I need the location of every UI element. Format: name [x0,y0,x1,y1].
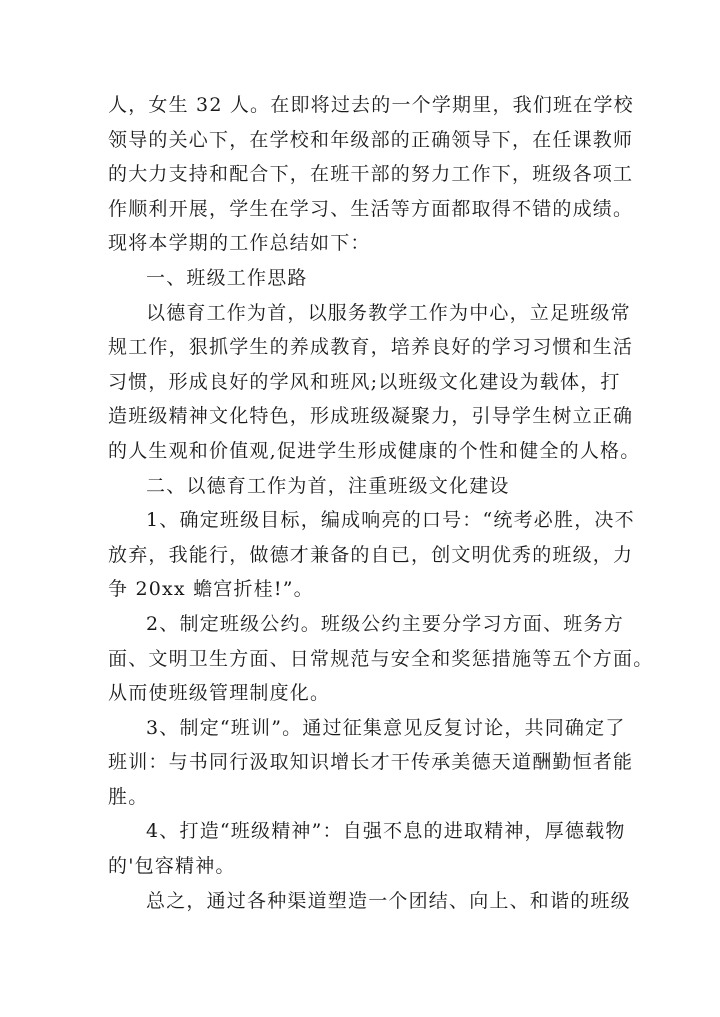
text-line: 领导的关心下，在学校和年级部的正确领导下，在任课教师 [108,128,634,151]
document-body [108,88,654,918]
text-line: 的人生观和价值观,促进学生形成健康的个性和健全的人格。 [108,439,641,462]
text-line: 的大力支持和配合下，在班干部的努力工作下，班级各项工 [108,163,634,186]
text-line: 习惯，形成良好的学风和班风;以班级文化建设为载体，打 [108,370,621,393]
text-line: 1、确定班级目标，编成响亮的口号：“统考必胜，决不 [146,509,635,532]
text-line: 争 20xx 蟾宫折桂!”。 [108,578,314,601]
text-line: 现将本学期的工作总结如下： [108,232,371,255]
text-line: 作顺利开展，学生在学习、生活等方面都取得不错的成绩。 [108,197,634,220]
text-line: 造班级精神文化特色，形成班级凝聚力，引导学生树立正确 [108,405,634,428]
text-line: 胜。 [108,785,149,808]
text-line: 3、制定“班训”。通过征集意见反复讨论，共同确定了 [146,716,626,739]
text-line: 的'包容精神。 [108,855,236,878]
text-line: 4、打造“班级精神”：自强不息的进取精神，厚德载物 [146,820,626,843]
text-line: 2、制定班级公约。班级公约主要分学习方面、班务方 [146,612,624,635]
section-heading: 二、以德育工作为首，注重班级文化建设 [146,474,510,497]
text-line: 总之，通过各种渠道塑造一个团结、向上、和谐的班级 [146,889,631,912]
text-line: 放弃，我能行，做德才兼备的自已，创文明优秀的班级，力 [108,543,634,566]
section-heading: 一、班级工作思路 [146,266,308,289]
text-line: 从而使班级管理制度化。 [108,682,331,705]
text-line: 以德育工作为首，以服务教学工作为中心，立足班级常 [146,301,631,324]
text-line: 面、文明卫生方面、日常规范与安全和奖惩措施等五个方面。 [108,647,654,670]
text-line: 规工作，狠抓学生的养成教育，培养良好的学习习惯和生活 [108,336,634,359]
text-line: 班训：与书同行汲取知识增长才干传承美德天道酬勤恒者能 [108,751,634,774]
text-line: 人，女生 32 人。在即将过去的一个学期里，我们班在学校 [108,94,634,116]
